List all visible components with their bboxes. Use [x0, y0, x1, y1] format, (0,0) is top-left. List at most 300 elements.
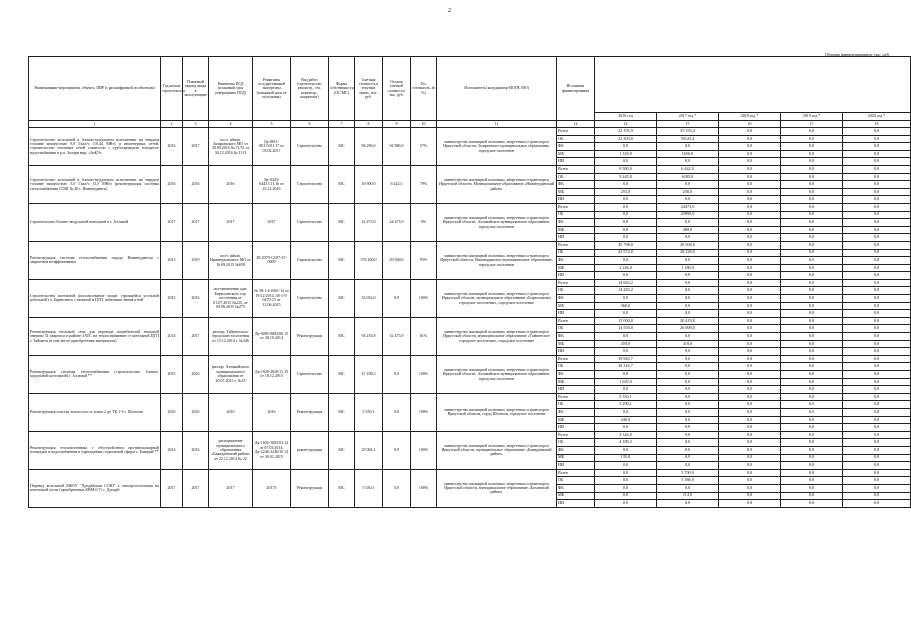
funding-value: 0,0: [781, 219, 843, 227]
funding-value: 0,0: [719, 477, 781, 485]
ownership: МС: [329, 355, 355, 393]
funding-value: 0,0: [595, 348, 657, 356]
project-name: Реконструкция системы теплоснабжения города Нижнеудинска с закрытием неэффективных: [29, 241, 161, 279]
funding-value: 0,0: [719, 325, 781, 333]
funding-value: 0,0: [719, 173, 781, 181]
funding-value: 0,0: [843, 462, 911, 470]
funding-value: 0,0: [781, 158, 843, 166]
funding-source: ИИ: [557, 500, 595, 508]
funding-value: 114,0: [657, 492, 719, 500]
expertise-details: 38-2079-12/07-27-0009: [253, 241, 291, 279]
table-row: [29, 393, 911, 401]
psd-details: распор. Тайшетского городского поселения от 15.12.2014 г. №346: [209, 317, 253, 355]
funding-value: 0,0: [843, 484, 911, 492]
project-name: Реконструкция тепловой сети для перевода потребителей тепловой энергии 31 квартала в районе ЗАТС на теплоснабжение от котельной ЦТП г. Тайшета (в том числе приобретение материалов): [29, 317, 161, 355]
funding-value: 0,0: [781, 249, 843, 257]
funding-source: Всего: [557, 393, 595, 401]
funding-value: 240,0: [595, 416, 657, 424]
funding-value: 0,0: [781, 295, 843, 303]
funding-value: 0,0: [595, 143, 657, 151]
funding-value: 0,0: [781, 469, 843, 477]
funding-value: 0,0: [657, 439, 719, 447]
funding-source: ФБ: [557, 484, 595, 492]
funding-value: 0,0: [657, 158, 719, 166]
end-year: 2017: [183, 128, 209, 166]
header-commissioning-year: Плановый период ввода в эксплуатацию: [183, 57, 209, 121]
ownership: МС: [329, 469, 355, 507]
funding-value: 0,0: [719, 378, 781, 386]
header-estimate-cost: Сметная стоимость в текущих ценах, тыс. руб.: [355, 57, 383, 121]
work-type: Реконструкция: [291, 393, 329, 431]
funding-value: 0,0: [843, 386, 911, 394]
funding-value: 0,0: [781, 264, 843, 272]
funding-value: 0,0: [657, 302, 719, 310]
readiness: 100%: [411, 431, 437, 469]
estimate-cost: 47 109,3: [355, 355, 383, 393]
funding-value: 4 189,2: [595, 439, 657, 447]
funding-value: 0,0: [719, 500, 781, 508]
funding-value: 0,0: [781, 333, 843, 341]
column-number: 6: [291, 121, 329, 128]
funding-value: 0,0: [843, 500, 911, 508]
funding-value: 0,0: [719, 135, 781, 143]
column-number: 12: [557, 121, 595, 128]
funding-value: 0,0: [781, 310, 843, 318]
funding-value: 0,0: [843, 424, 911, 432]
column-number: 4: [209, 121, 253, 128]
table-row: [29, 317, 911, 325]
psd-details: 2016: [209, 393, 253, 431]
ownership: МС: [329, 431, 355, 469]
executor: министерство жилищной политики, энергетики и транспорта Иркутской области, Алзамайское муниципальное образование, городское поселение: [437, 355, 557, 393]
funding-value: 0,0: [781, 143, 843, 151]
table-row: [29, 431, 911, 439]
readiness: 100%: [411, 279, 437, 317]
executor: министерство жилищной политики, энергетики и транспорта Иркутской области, Нижнеудинское муниципальное образование, городское поселение: [437, 241, 557, 279]
funding-source: ОБ: [557, 363, 595, 371]
funding-value: 0,0: [595, 500, 657, 508]
funding-source: ФБ: [557, 257, 595, 265]
table-row: [29, 469, 911, 477]
table-row: [29, 279, 911, 287]
funding-value: 9 245,0: [595, 173, 657, 181]
funding-value: 0,0: [843, 355, 911, 363]
header-name: Наименование мероприятия, объекта, ПИР (с расшифровкой по объектам): [29, 57, 161, 121]
funding-value: 0,0: [657, 287, 719, 295]
remaining-cost: 32 475,0: [383, 317, 411, 355]
expertise-details: № 38-1-4-0361-14 от 19/12/2014, 38-1-5-0470-15 от 12.06.2015: [253, 279, 291, 317]
funding-value: 0,0: [719, 446, 781, 454]
funding-value: 0,0: [595, 424, 657, 432]
funding-value: 4 324,0: [595, 431, 657, 439]
funding-value: 490,0: [657, 226, 719, 234]
funding-value: 0,0: [719, 241, 781, 249]
table-row: [29, 128, 911, 136]
funding-source: Всего: [557, 165, 595, 173]
funding-value: 0,0: [719, 211, 781, 219]
funding-value: 0,0: [657, 500, 719, 508]
start-year: 2013: [161, 241, 183, 279]
funding-source: Всего: [557, 355, 595, 363]
funding-source: МБ: [557, 264, 595, 272]
funding-value: 0,0: [781, 424, 843, 432]
funding-value: 0,0: [657, 279, 719, 287]
funding-value: 0,0: [657, 424, 719, 432]
funding-source: МБ: [557, 492, 595, 500]
funding-value: 0,0: [657, 484, 719, 492]
end-year: 2017: [183, 317, 209, 355]
estimate-cost: 5 530,1: [355, 393, 383, 431]
expertise-details: 2017: [253, 203, 291, 241]
start-year: 2016: [161, 128, 183, 166]
funding-source: ФБ: [557, 295, 595, 303]
funding-value: 0,0: [719, 348, 781, 356]
remaining-cost: 94 986,0: [383, 128, 411, 166]
start-year: 2016: [161, 393, 183, 431]
funding-value: 0,0: [781, 287, 843, 295]
funding-value: 0,0: [595, 477, 657, 485]
funding-value: 0,0: [719, 257, 781, 265]
estimate-cost: 29 004,1: [355, 431, 383, 469]
funding-value: 0,0: [719, 454, 781, 462]
work-type: Реконструкция: [291, 317, 329, 355]
funding-value: 0,0: [781, 150, 843, 158]
readiness: 100%: [411, 393, 437, 431]
remaining-cost: 0,0: [383, 393, 411, 431]
funding-value: 0,0: [843, 333, 911, 341]
funding-value: 0,0: [657, 401, 719, 409]
executor: министерство жилищной политики, энергетики и транспорта Иркутской области, Алзамайское муниципальное образование, городское поселение: [437, 203, 557, 241]
funding-value: 0,0: [843, 158, 911, 166]
funding-value: 39 945,7: [595, 355, 657, 363]
funding-value: 0,0: [781, 416, 843, 424]
funding-value: 0,0: [719, 363, 781, 371]
funding-value: 9 500,0: [595, 165, 657, 173]
funding-value: 0,0: [843, 439, 911, 447]
readiness: 95%: [411, 241, 437, 279]
header-year: 2016 год: [595, 113, 657, 121]
funding-source: ФБ: [557, 181, 595, 189]
funding-value: 0,0: [595, 462, 657, 470]
funding-value: 0,0: [719, 371, 781, 379]
column-number: 3: [183, 121, 209, 128]
funding-value: 0,0: [595, 333, 657, 341]
funding-value: 0,0: [719, 401, 781, 409]
start-year: 2017: [161, 469, 183, 507]
funding-value: 0,0: [781, 431, 843, 439]
funding-value: 0,0: [781, 484, 843, 492]
funding-source: ФБ: [557, 408, 595, 416]
funding-value: 0,0: [657, 310, 719, 318]
funding-value: 5 530,1: [595, 393, 657, 401]
funding-value: 20 000,0: [657, 325, 719, 333]
funding-value: 0,0: [719, 143, 781, 151]
readiness: 100%: [411, 355, 437, 393]
funding-value: 0,0: [781, 173, 843, 181]
header-remaining-cost: Остаток сметной стоимости, тыс. руб.: [383, 57, 411, 121]
project-name: Строительство котельной (использование мощн. строящейся угольной котельной) п. Бирюсинск с заменой и ЦТП, кабельная линия к ней: [29, 279, 161, 317]
estimate-cost: 24 473,0: [355, 203, 383, 241]
funding-value: 14 643,2: [595, 279, 657, 287]
expertise-details: Дк-0085-0082/06.15 от 30.10.2014: [253, 317, 291, 355]
funding-value: 14 550,0: [595, 325, 657, 333]
funding-source: ИИ: [557, 158, 595, 166]
funding-value: 0,0: [781, 401, 843, 409]
funding-value: 0,0: [781, 363, 843, 371]
funding-value: 1 180,0: [657, 264, 719, 272]
funding-value: 0,0: [719, 317, 781, 325]
column-number: 14: [595, 121, 657, 128]
funding-value: 0,0: [781, 477, 843, 485]
header-year: 2019 год *: [781, 113, 843, 121]
units-label: Объемы финансирования, тыс. руб.: [825, 52, 890, 57]
funding-value: 0,0: [657, 416, 719, 424]
funding-value: 0,0: [843, 401, 911, 409]
column-number: 16: [719, 121, 781, 128]
work-type: Строительство: [291, 355, 329, 393]
funding-value: 0,0: [595, 196, 657, 204]
funding-value: 0,0: [657, 431, 719, 439]
remaining-cost: 0,0: [383, 431, 411, 469]
readiness: 61%: [411, 317, 437, 355]
ownership: МС: [329, 128, 355, 166]
funding-value: 0,0: [719, 226, 781, 234]
project-name: Строительство котельной в блочно-модульном исполнении на твердом топливе мощностью 3,0 Гкал/ч (3,5 МВт) (реконструкция системы теплоснабжения СОШ № 48 г. Нижнеудинск): [29, 165, 161, 203]
funding-value: 23 195,9: [595, 128, 657, 136]
funding-value: 0,0: [719, 408, 781, 416]
funding-value: 360,0: [595, 302, 657, 310]
funding-value: 0,0: [657, 386, 719, 394]
psd-details: распор. Алзамайского муниципального образования от 20.07.2015 г. №18: [209, 355, 253, 393]
start-year: 2015: [161, 355, 183, 393]
funding-source: ОБ: [557, 439, 595, 447]
funding-value: 0,0: [595, 386, 657, 394]
funding-value: 0,0: [843, 477, 911, 485]
funding-value: 0,0: [781, 181, 843, 189]
funding-value: 0,0: [781, 165, 843, 173]
table-row: [29, 241, 911, 249]
funding-value: 23999,0: [657, 211, 719, 219]
funding-source: ОБ: [557, 211, 595, 219]
estimate-cost: 33 032,0: [355, 279, 383, 317]
funding-value: 0,0: [843, 272, 911, 280]
funding-source: ИИ: [557, 348, 595, 356]
expertise-details: 2016: [253, 393, 291, 431]
column-number: 17: [781, 121, 843, 128]
funding-value: 0,0: [843, 454, 911, 462]
ownership: МС: [329, 165, 355, 203]
expertise-details: Дк-1920-2020/11.15 от 18.12.2015: [253, 355, 291, 393]
funding-source: ОБ: [557, 287, 595, 295]
funding-value: 0,0: [843, 363, 911, 371]
funding-source: ОБ: [557, 173, 595, 181]
funding-value: 6185,0: [657, 173, 719, 181]
work-type: Строительство: [291, 279, 329, 317]
funding-source: ФБ: [557, 446, 595, 454]
work-type: реконструкция: [291, 431, 329, 469]
funding-value: 0,0: [719, 128, 781, 136]
funding-value: 0,0: [595, 257, 657, 265]
funding-source: МБ: [557, 226, 595, 234]
funding-value: 0,0: [843, 416, 911, 424]
funding-value: 0,0: [843, 317, 911, 325]
funding-value: 0,0: [843, 325, 911, 333]
estimate-cost: 96 296,9: [355, 128, 383, 166]
column-number: 5: [253, 121, 291, 128]
funding-value: 0,0: [843, 469, 911, 477]
funding-value: 0,0: [719, 234, 781, 242]
funding-value: 0,0: [595, 446, 657, 454]
funding-value: 0,0: [843, 446, 911, 454]
funding-value: 0,0: [719, 295, 781, 303]
funding-value: 0,0: [719, 439, 781, 447]
funding-value: 255,0: [595, 188, 657, 196]
funding-value: 0,0: [657, 408, 719, 416]
funding-value: 28 320,0: [657, 249, 719, 257]
funding-value: 0,0: [843, 371, 911, 379]
funding-source: ИИ: [557, 462, 595, 470]
funding-value: 419,8: [657, 340, 719, 348]
funding-value: 0,0: [843, 279, 911, 287]
header-year: 2017 год *: [657, 113, 719, 121]
funding-value: 0,0: [595, 203, 657, 211]
funding-value: 38 316,7: [595, 363, 657, 371]
funding-source: МБ: [557, 378, 595, 386]
remaining-cost: 6 422,5: [383, 165, 411, 203]
funding-value: 0,0: [719, 165, 781, 173]
funding-value: 0,0: [719, 355, 781, 363]
funding-value: 0,0: [843, 287, 911, 295]
funding-value: 0,0: [657, 355, 719, 363]
header-expertise: Реквизиты государственной экспертизы (плановый срок ее получения): [253, 57, 291, 121]
funding-value: 0,0: [595, 469, 657, 477]
funding-value: 0,0: [719, 219, 781, 227]
funding-source: ОБ: [557, 477, 595, 485]
funding-value: 0,0: [781, 302, 843, 310]
project-name: Реконструкция системы теплоснабжения (строительство блочно-модульной котельной) г. Алзамай **: [29, 355, 161, 393]
executor: министерство жилищной политики, энергетики и транспорта Иркутской области, муниципальное образование «Тайшетское городское поселение», городское поселение: [437, 317, 557, 355]
column-number: 15: [657, 121, 719, 128]
remaining-cost: 29 500,0: [383, 241, 411, 279]
header-sources: Источники финансирования: [557, 57, 595, 121]
remaining-cost: 24 473,0: [383, 203, 411, 241]
column-number: 10: [411, 121, 437, 128]
funding-value: 0,0: [719, 386, 781, 394]
header-readiness: Тех. готовность, (в %): [411, 57, 437, 121]
funding-value: 0,0: [781, 279, 843, 287]
funding-value: 29 500,0: [657, 241, 719, 249]
psd-details: 2017: [209, 203, 253, 241]
funding-value: 0,0: [843, 226, 911, 234]
funding-value: 0,0: [781, 188, 843, 196]
funding-value: 0,0: [843, 196, 911, 204]
column-number: 9: [383, 121, 411, 128]
funding-value: 2 226,0: [595, 264, 657, 272]
funding-value: 0,0: [657, 196, 719, 204]
funding-value: 0,0: [719, 249, 781, 257]
funding-source: ФБ: [557, 143, 595, 151]
funding-value: 1656,0: [657, 150, 719, 158]
funding-value: 0,0: [781, 257, 843, 265]
funding-value: 0,0: [657, 333, 719, 341]
column-number: 18: [843, 121, 911, 128]
funding-value: 0,0: [657, 234, 719, 242]
funding-source: Всего: [557, 431, 595, 439]
executor: министерство жилищной политики, энергетики и транспорта Иркутской области, Муниципальное образование «Нижнеудинский район»: [437, 165, 557, 203]
funding-value: 53125,4: [657, 135, 719, 143]
funding-value: 0,0: [719, 340, 781, 348]
ownership: МС: [329, 279, 355, 317]
funding-value: 0,0: [595, 181, 657, 189]
end-year: 2017: [183, 469, 209, 507]
funding-value: 0,0: [781, 492, 843, 500]
expertise-details: Дк-0443-04431/11.16 от 23.12.2016: [253, 165, 291, 203]
column-number: 2: [161, 121, 183, 128]
project-name: Реконструкция участка теплосети от точки 2 до ТК 1-3 г. Шелехов: [29, 393, 161, 431]
project-name: Строительство блочно-модульной котельной в г. Алзамай: [29, 203, 161, 241]
funding-value: 0,0: [595, 226, 657, 234]
funding-value: 5 700,0: [657, 469, 719, 477]
funding-value: 0,0: [719, 302, 781, 310]
table-row: [29, 355, 911, 363]
funding-value: 0,0: [843, 150, 911, 158]
end-year: 2017: [183, 203, 209, 241]
funding-source: МБ: [557, 416, 595, 424]
financing-table: [28, 56, 911, 508]
funding-value: 0,0: [781, 454, 843, 462]
project-name: Перевод котельной МБОУ "Дундайская СОШ" с электроотопления на котельный уголь (приобретение КВМ-0,7) с. Дундай: [29, 469, 161, 507]
funding-value: 0,0: [843, 234, 911, 242]
work-type: Строительство: [291, 128, 329, 166]
funding-value: 0,0: [781, 378, 843, 386]
funding-value: 0,0: [781, 340, 843, 348]
funding-value: 0,0: [719, 181, 781, 189]
header-executor: Исполнитель (координатор-ИОГВ, МО): [437, 57, 557, 121]
funding-value: 0,0: [781, 128, 843, 136]
expertise-details: 20175: [253, 469, 291, 507]
funding-value: 0,0: [843, 211, 911, 219]
funding-value: 0,0: [719, 264, 781, 272]
psd-details: 2016: [209, 165, 253, 203]
ownership: МС: [329, 241, 355, 279]
work-type: Строительство: [291, 203, 329, 241]
funding-value: 0,0: [843, 219, 911, 227]
table-row: [29, 203, 911, 211]
funding-value: 0,0: [719, 287, 781, 295]
start-year: 2014: [161, 317, 183, 355]
executor: министерство жилищной политики, энергетики и транспорта Иркутской области, муниципальное образование «Боханский район»: [437, 469, 557, 507]
funding-value: 0,0: [657, 363, 719, 371]
funding-value: 0,0: [657, 371, 719, 379]
column-number: 1: [29, 121, 161, 128]
funding-value: 0,0: [781, 226, 843, 234]
funding-value: 0,0: [657, 378, 719, 386]
remaining-cost: 0,0: [383, 469, 411, 507]
column-number: 8: [355, 121, 383, 128]
funding-value: 0,0: [595, 158, 657, 166]
funding-value: 0,0: [843, 143, 911, 151]
executor: министерство жилищной политики, энергетики и транспорта Иркутской области, Заларинское муниципальное образование, городское поселение: [437, 128, 557, 166]
funding-source: ИИ: [557, 234, 595, 242]
work-type: Строительство: [291, 241, 329, 279]
funding-value: 258,0: [657, 188, 719, 196]
funding-value: 0,0: [595, 272, 657, 280]
funding-value: 0,0: [657, 181, 719, 189]
funding-value: 0,0: [843, 257, 911, 265]
funding-value: 0,0: [843, 249, 911, 257]
executor: министерство жилищной политики, энергетики и транспорта Иркутской области, муниципальное образование «Бирюсинское городское поселение», городское поселение: [437, 279, 557, 317]
funding-value: 0,0: [781, 500, 843, 508]
